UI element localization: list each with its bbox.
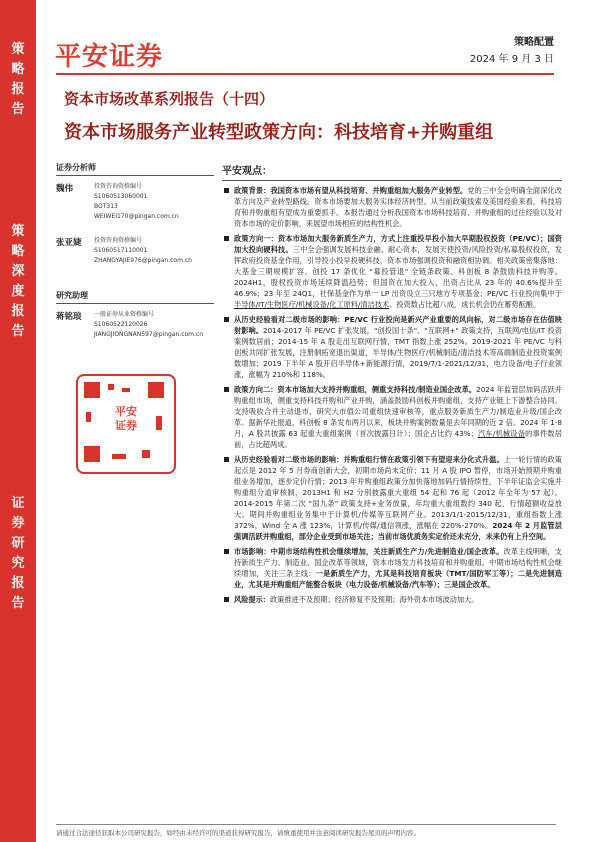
paragraph-text: 2014-2017 年 PE/VC 扩张发展，"创投国十条"、"互联网+" 政策支持，互联网/电信/IT 投资案例数居前；2014-15 年 A 股走出互联网行情，TMT 指数上涨 252%。2019-2021 年 PE/VC 与科创板共同扩张发展，注册制拓宽退出渠道，半导体/生物医疗/机械制造/清洁技术等高端制造业投资案例数增加；2019 下半年 A 股开启半导体+新能源行情，2019/7/1-2021/12/31，电力设备/电子行业领涨，涨幅为 210%和 118%。 [234, 326, 562, 379]
qr-logo-text: 证券 [115, 419, 137, 432]
qr-module [122, 388, 130, 392]
sidebar-char: 报 [11, 82, 25, 97]
analyst-email[interactable]: ZHANGYAJIE976@pingan.com.cn [94, 257, 192, 264]
bullet-icon [224, 597, 229, 602]
assistant-info: 一般证券从业资格编号 [94, 311, 155, 318]
view-paragraph [222, 594, 562, 605]
sidebar-char: 略 [11, 62, 25, 77]
sidebar-bottom-label [0, 494, 36, 614]
analyst-info: S1060513060001 [94, 193, 148, 200]
footer-disclaimer: 请通过合法途径获取本公司研究报告，如经由未经许可的渠道获得研究报告，请慎重使用并注意阅读研究报告尾页的声明内容。 [56, 829, 420, 837]
qr-logo-text: 平安 [115, 405, 137, 418]
paragraph-lead: 政策方向二：资本市场加大支持并购重组，侧重支持科技/制造业国企改革。 [234, 385, 477, 394]
assistant-email[interactable]: JIANGJIONGNAN597@pingan.com.cn [94, 331, 204, 338]
view-paragraph [222, 314, 562, 380]
sidebar-char: 告 [11, 324, 25, 339]
qr-code[interactable] [76, 374, 176, 474]
view-paragraph [222, 454, 562, 542]
footer-divider [56, 824, 556, 825]
paragraph-lead: 风险提示： [234, 595, 270, 604]
analyst-info: 投资咨询资格编号 [94, 237, 143, 244]
page-title: 资本市场服务产业转型政策方向：科技培育+并购重组 [64, 122, 494, 143]
analyst-entry [56, 236, 214, 286]
header-divider [56, 73, 554, 75]
assistant-name: 蒋铭琅 [56, 312, 82, 322]
assistant-info: S1060522120026 [94, 321, 148, 328]
sidebar-char: 策 [11, 42, 25, 57]
sidebar-top-label [0, 40, 36, 120]
analyst-info: BOT313 [94, 203, 118, 210]
bullet-icon [224, 188, 229, 193]
sidebar-char: 报 [11, 576, 25, 591]
analysts-heading: 证券分析师 [56, 162, 214, 176]
sidebar-char: 券 [11, 516, 25, 531]
sidebar-char: 究 [11, 556, 25, 571]
paragraph-text: 三中全会强调发展科技金融、耐心资本，发展天使投资/风险投资/私募股权投资，发挥政府投资基金作用，引导投小投早投硬科技，资本市场强调投资和融资相协调。相关政策密集落地：大基金三期规模扩容、创投 17 条优化 "募投管退" 全链条政策、科创板 8 条鼓励科技并购等。2024H1，股权投资市场延续降温趋势；但国资在加大投入，出资占比从 23 年的 40.6%提升至 46.9%；23 年至 24Q1，社保基金作为单一 LP 出资设立三只地方专项基金；PE/VC 行业投向集中于 [234, 245, 562, 298]
view-paragraph [222, 233, 562, 310]
qr-finder [84, 446, 100, 462]
qr-finder [84, 382, 100, 398]
bullet-icon [224, 549, 229, 554]
paragraph-emphasis: 2024 年 2 月监管层强调活跃并购重组，部分企业受到市场关注；当前市场优质务实定价还未充分，未来仍有上升空间。 [234, 521, 562, 541]
bullet-icon [224, 387, 229, 392]
bullet-icon [224, 236, 229, 241]
analyst-name: 魏伟 [56, 184, 74, 194]
analyst-name: 张亚婕 [56, 238, 82, 248]
sidebar-char: 度 [11, 284, 25, 299]
sidebar-char: 告 [11, 596, 25, 611]
paragraph-text: 2024 年监管层加码活跃并购重组市场，侧重支持科技并购和产业并购，涵盖鼓励科创板并购重组、支持产业链上下游整合协同、支持吸收合并主动退市、研究大市值公司重组快速审核等，重点服务新质生产力/制造业升级/国企改革。据新华社报道，科创板 8 条发布两月以来，板块并购案例数量是去年同期的近 2 倍。2024 年 1-8 月，A 股共披露 63 起重大重组案例（首次披露日计）；国企占比约 43%； [234, 385, 562, 438]
paragraph-lead: 政策方向一：资本市场加大服务新质生产力，方式上注重投早投小加大早期股权投资（PE/VC）；国资加大投向硬科技。 [234, 234, 562, 254]
paragraph-text: 上一轮行情的政策起点是 2012 年 5 月券商创新大会，初期市场尚未定价；11 月 A 股 IPO 暂停，市场开始预期并购重组业务增加，逐步定价行情；2013 年并购重组政策分加快落地加码行情持续性，下半年证监会实施并购重组分道审核制，2013H1 和 H2 分别披露重大重组 54 起和 76 起（2012 年全年为 57 起）。2014-2015 年第二次 "国九条" 政策支持+业务放量，年均重大重组数约 340 起，行情超额收益放大。期间并购重组业务集中于计算机/传媒等互联网产业。2013/1/1-2015/12/31，重组指数上涨 372%，Wind 全 A 涨 123%，计算机/传媒/通信领涨，涨幅在 220%-270%。 [234, 455, 562, 530]
series-title: 资本市场改革系列报告（十四） [64, 90, 275, 108]
qr-module [112, 454, 126, 459]
views-column [222, 162, 562, 609]
sidebar-char: 略 [11, 244, 25, 259]
qr-module [156, 416, 162, 430]
analyst-email[interactable]: WEIWEI170@pingan.com.cn [94, 213, 179, 220]
sidebar-char: 告 [11, 102, 25, 117]
sidebar-middle-label [0, 222, 36, 342]
paragraph-lead: 从历史经验看对二级市场的影响：PE/VC 行业投向是新兴产业重要的风向标，对二级市场存在估值映射影响。 [234, 315, 562, 335]
qr-module [142, 450, 150, 458]
analyst-entry [56, 182, 214, 232]
paragraph-underline: 半导体/IT/生物医疗/机械设备/化工原料/清洁技术 [234, 300, 390, 309]
assistant-entry [56, 310, 214, 360]
paragraph-text: 政策推进不及预期；经济修复不及预期；海外资本市场波动加大。 [269, 595, 479, 604]
sidebar-char: 深 [11, 264, 25, 279]
paragraph-lead: 政策背景：我国资本市场有望从科技培育、并购重组加大服务产业转型。 [234, 186, 468, 195]
assistant-heading: 研究助理 [56, 290, 214, 304]
paragraph-lead: 市场影响：中期市场结构性机会继续增加，关注新质生产力/先进制造业/国企改革。 [234, 547, 504, 556]
view-paragraph [222, 185, 562, 229]
paragraph-lead: 从历史经验看对二级市场的影响：并购重组行情在政策引领下有望迎来分化式升温。 [234, 455, 504, 464]
bullet-icon [224, 457, 229, 462]
qr-logo [104, 398, 148, 442]
paragraph-text: 。投资数占比超八成，成长机会仍在蓄势酝酿。 [389, 300, 541, 309]
paragraph-text: 党的三中全会明确全面深化改革方向及产业转型路线，资本市场要加大服务实体经济转型。从当前政策线索及美国经验来看，科技培育和并购重组有望成为重要抓手。本报告通过分析我国资本市场科技培育、并购重组的过往经验以及对资本市场的定价影响，来展望市场相应的结构性机会。 [234, 186, 562, 228]
qr-module [108, 384, 114, 390]
qr-finder [148, 382, 164, 398]
qr-module [86, 412, 91, 422]
left-sidebar [0, 0, 36, 842]
paragraph-underline: 汽车/机械设备 [477, 429, 526, 438]
paragraph-emphasis: 一是新质生产力，尤其是科技培育板块（TMT/国防军工等）；二是先进制造业，尤其是并购重组产能整合板块（电力设备/机械设备/汽车等）；三是国企改革。 [234, 569, 562, 589]
document-date: 2024 年 9 月 3 日 [469, 54, 554, 65]
bullet-icon [224, 317, 229, 322]
views-heading: 平安观点： [222, 162, 562, 181]
company-logo: 平安证券 [55, 42, 164, 72]
view-paragraph [222, 546, 562, 590]
document-type: 策略配置 [514, 37, 554, 48]
sidebar-char: 研 [11, 536, 25, 551]
sidebar-char: 策 [11, 224, 25, 239]
analyst-info: S1060517110001 [94, 247, 148, 254]
sidebar-char: 证 [11, 496, 25, 511]
paragraph-text: 改革主线明晰，支持新质生产力、制造业、国企改革等领域，资本市场发力科技培育和并购重组。中期市场结构性机会继续增加，关注三条主线： [234, 547, 562, 578]
sidebar-char: 报 [11, 304, 25, 319]
view-paragraph [222, 384, 562, 450]
analyst-column [56, 162, 214, 474]
analyst-info: 投资咨询资格编号 [94, 183, 143, 190]
paragraph-text: 的事件数居前，占比超两成。 [234, 429, 562, 449]
